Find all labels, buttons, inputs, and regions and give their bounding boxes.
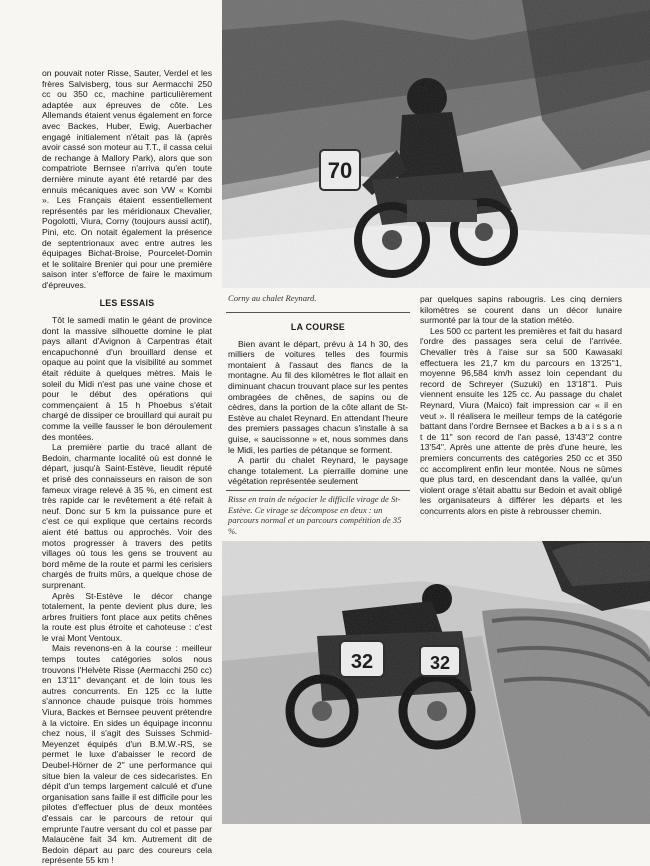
paragraph: Mais revenons-en à la course : meilleur temps toutes catégories solos nous trouvons l'Helvète Risse (Aermacchi 250 cc) en 13'11'' devançant et de loin tous les autres concurrents. En 125 cc la lutte s'annonce chaude puisque trois hommes Viura, Backes et Bernsee peuvent prétendre à la victoire. En sides un équipage inconnu chez nous, il s'agit des Suisses Schmid-Meyenzet équipés d'un B.M.W.-RS, se permet le luxe d'abaisser le record de Deubel-Hörner de 2'' une performance qui situe bien la valeur de ces sidecaristes. En dépit d'un temps largement calculé et d'une organisation sans faille il est difficile pour les pilotes d'effectuer plus de deux montées d'essais car le parcours de retour qui emprunte l'autre versant du col et passe par Malaucène fait 34 km. Autrement dit de Bedoin départ au parc des coureurs cela représente 55 km ! [42, 643, 212, 866]
paragraph: Tôt le samedi matin le géant de province dont la massive silhouette domine le plat pays allant d'Avignon à Carpentras était encapuchonné d'un brouillard dense et opaque au point que la visibilité au sommet était réduite à quelques mètres. Mais le soleil du Midi n'est pas une vaine chose et pour le début des opérations qui commençaient à 15 h Phoebus s'était chargé de dissiper ce brouillard qui aurait pu comme la veille fausser le bon déroulement des montées. [42, 315, 212, 442]
paragraph: Bien avant le départ, prévu à 14 h 30, des milliers de voitures telles des fourmis montaient à l'assaut des flancs de la montagne. Au fil des kilomètres le flot allait en diminuant chacun trouvant place sur les pentes ombragées de chênes, de sapins ou de cèdres, dans la portion de la côte allant de St-Estève au chalet Reynard. En attendant l'heure des premiers passages chacun s'installe à sa guise, « saucissonne » et, nous sommes dans le Midi, les parties de pétanque se forment. [228, 338, 408, 455]
paragraph: Les 500 cc partent les premières et fait du hasard l'ordre des passages sera celui de l'arrivée. Chevalier très à l'aise sur sa 500 Kawasaki effectuera les 21,7 km du parcours en 13'25''1, moyenne 96,584 km/h assez loin cependant du record de Schreyer (Suzuki) en 13'18''1. Puis viennent ensuite les 125 cc. Au passage du chalet Reynard, Viura (Maico) fait impression car « il en veut ». Il réalisera le meilleur temps de la catégorie battant dans l'ordre Bernsee et Backes a b a i s s a n t de 11'' son record de l'an passé, 13'43''2 contre 13'54''. Après une attente de près d'une heure, les premiers concurrents des catégories 250 cc et 350 cc accomplirent enfin leur montée. Nous ne sûmes que plus tard, en descendant dans la vallée, qu'un violent orage s'était abattu sur Bedoin et avait obligé les organisateurs à différer les départs et les concurrents alors en piste à rebrousser chemin. [420, 325, 622, 516]
paragraph: A partir du chalet Reynard, le paysage change totalement. La pierraille domine une végétation représentée seulement [228, 455, 408, 487]
heading-la-course: LA COURSE [290, 322, 346, 332]
heading-les-essais: LES ESSAIS [99, 298, 155, 309]
caption-bottom-photo: Risse en train de négocier le difficile virage de St-Estève. Ce virage se décompose en deux : un parcours normal et un parcours compétition de 35 %. [228, 494, 402, 536]
column-left [42, 68, 212, 866]
photo-risse-st-esteve [222, 541, 650, 824]
paragraph: La première partie du tracé allant de Bedoin, charmante localité où est donné le départ, jusqu'à Saint-Estève, lieudit réputé et prisé des connaisseurs en raison de son fameux virage relevé à 35 %, en ciment est très rapide car le revêtement a été refait à neuf. Donc sur 5 km la puissance pure et c'est ce qui explique que certains records aient été battus ou approchés. Voir des motos progresser à travers des petits villages où tous les gens se trouvent au bord même de la route et parmi les cerisiers chargés de fruits mûrs, a quelque chose de surprenant. [42, 442, 212, 590]
paragraph: Après St-Estève le décor change totalement, la pente devient plus dure, les arbres fruitiers font place aux petits chênes la route est plus étroite et cahoteuse : c'est le vrai Mont Ventoux. [42, 590, 212, 643]
paragraph: on pouvait noter Risse, Sauter, Verdel et les frères Salvisberg, tous sur Aermacchi 250 cc ou 350 cc, machine particulièrement adaptée aux épreuves de côte. Les Allemands étaient venus également en force avec Backes, Huber, Ewig, Auerbacher engagé initialement n'était pas là (après avoir cassé son moteur au T.T., il cassa celui de rechange à Mallory Park), alors que son compatriote Bernsee n'arriva qu'en toute dernière minute ayant été retardé par des ennuis mécaniques avec son VW « Kombi ». Les Français étaient essentiellement représentés par les méridionaux Chevalier, Pogolotti, Viura, Corny (toujours aussi actif), Pini, etc. On notait également la présence de septentrionaux avec entre autres les équipages Bichat-Broise, Pourcelet-Domin et le solitaire Brenier qui pour une première saison inter s'efforce de faire le maximum d'épreuves. [42, 68, 212, 290]
caption-top-photo: Corny au chalet Reynard. [228, 293, 317, 303]
column-right [420, 294, 622, 516]
column-middle [228, 316, 408, 487]
photo-corny-chalet-reynard [222, 0, 650, 288]
photo-risse-image [222, 541, 650, 824]
photo-corny-image [222, 0, 650, 288]
divider [226, 490, 410, 491]
paragraph: par quelques sapins rabougris. Les cinq derniers kilomètres se courent dans un décor lunaire surmonté par la tour de la station météo. [420, 294, 622, 326]
divider [226, 312, 410, 313]
